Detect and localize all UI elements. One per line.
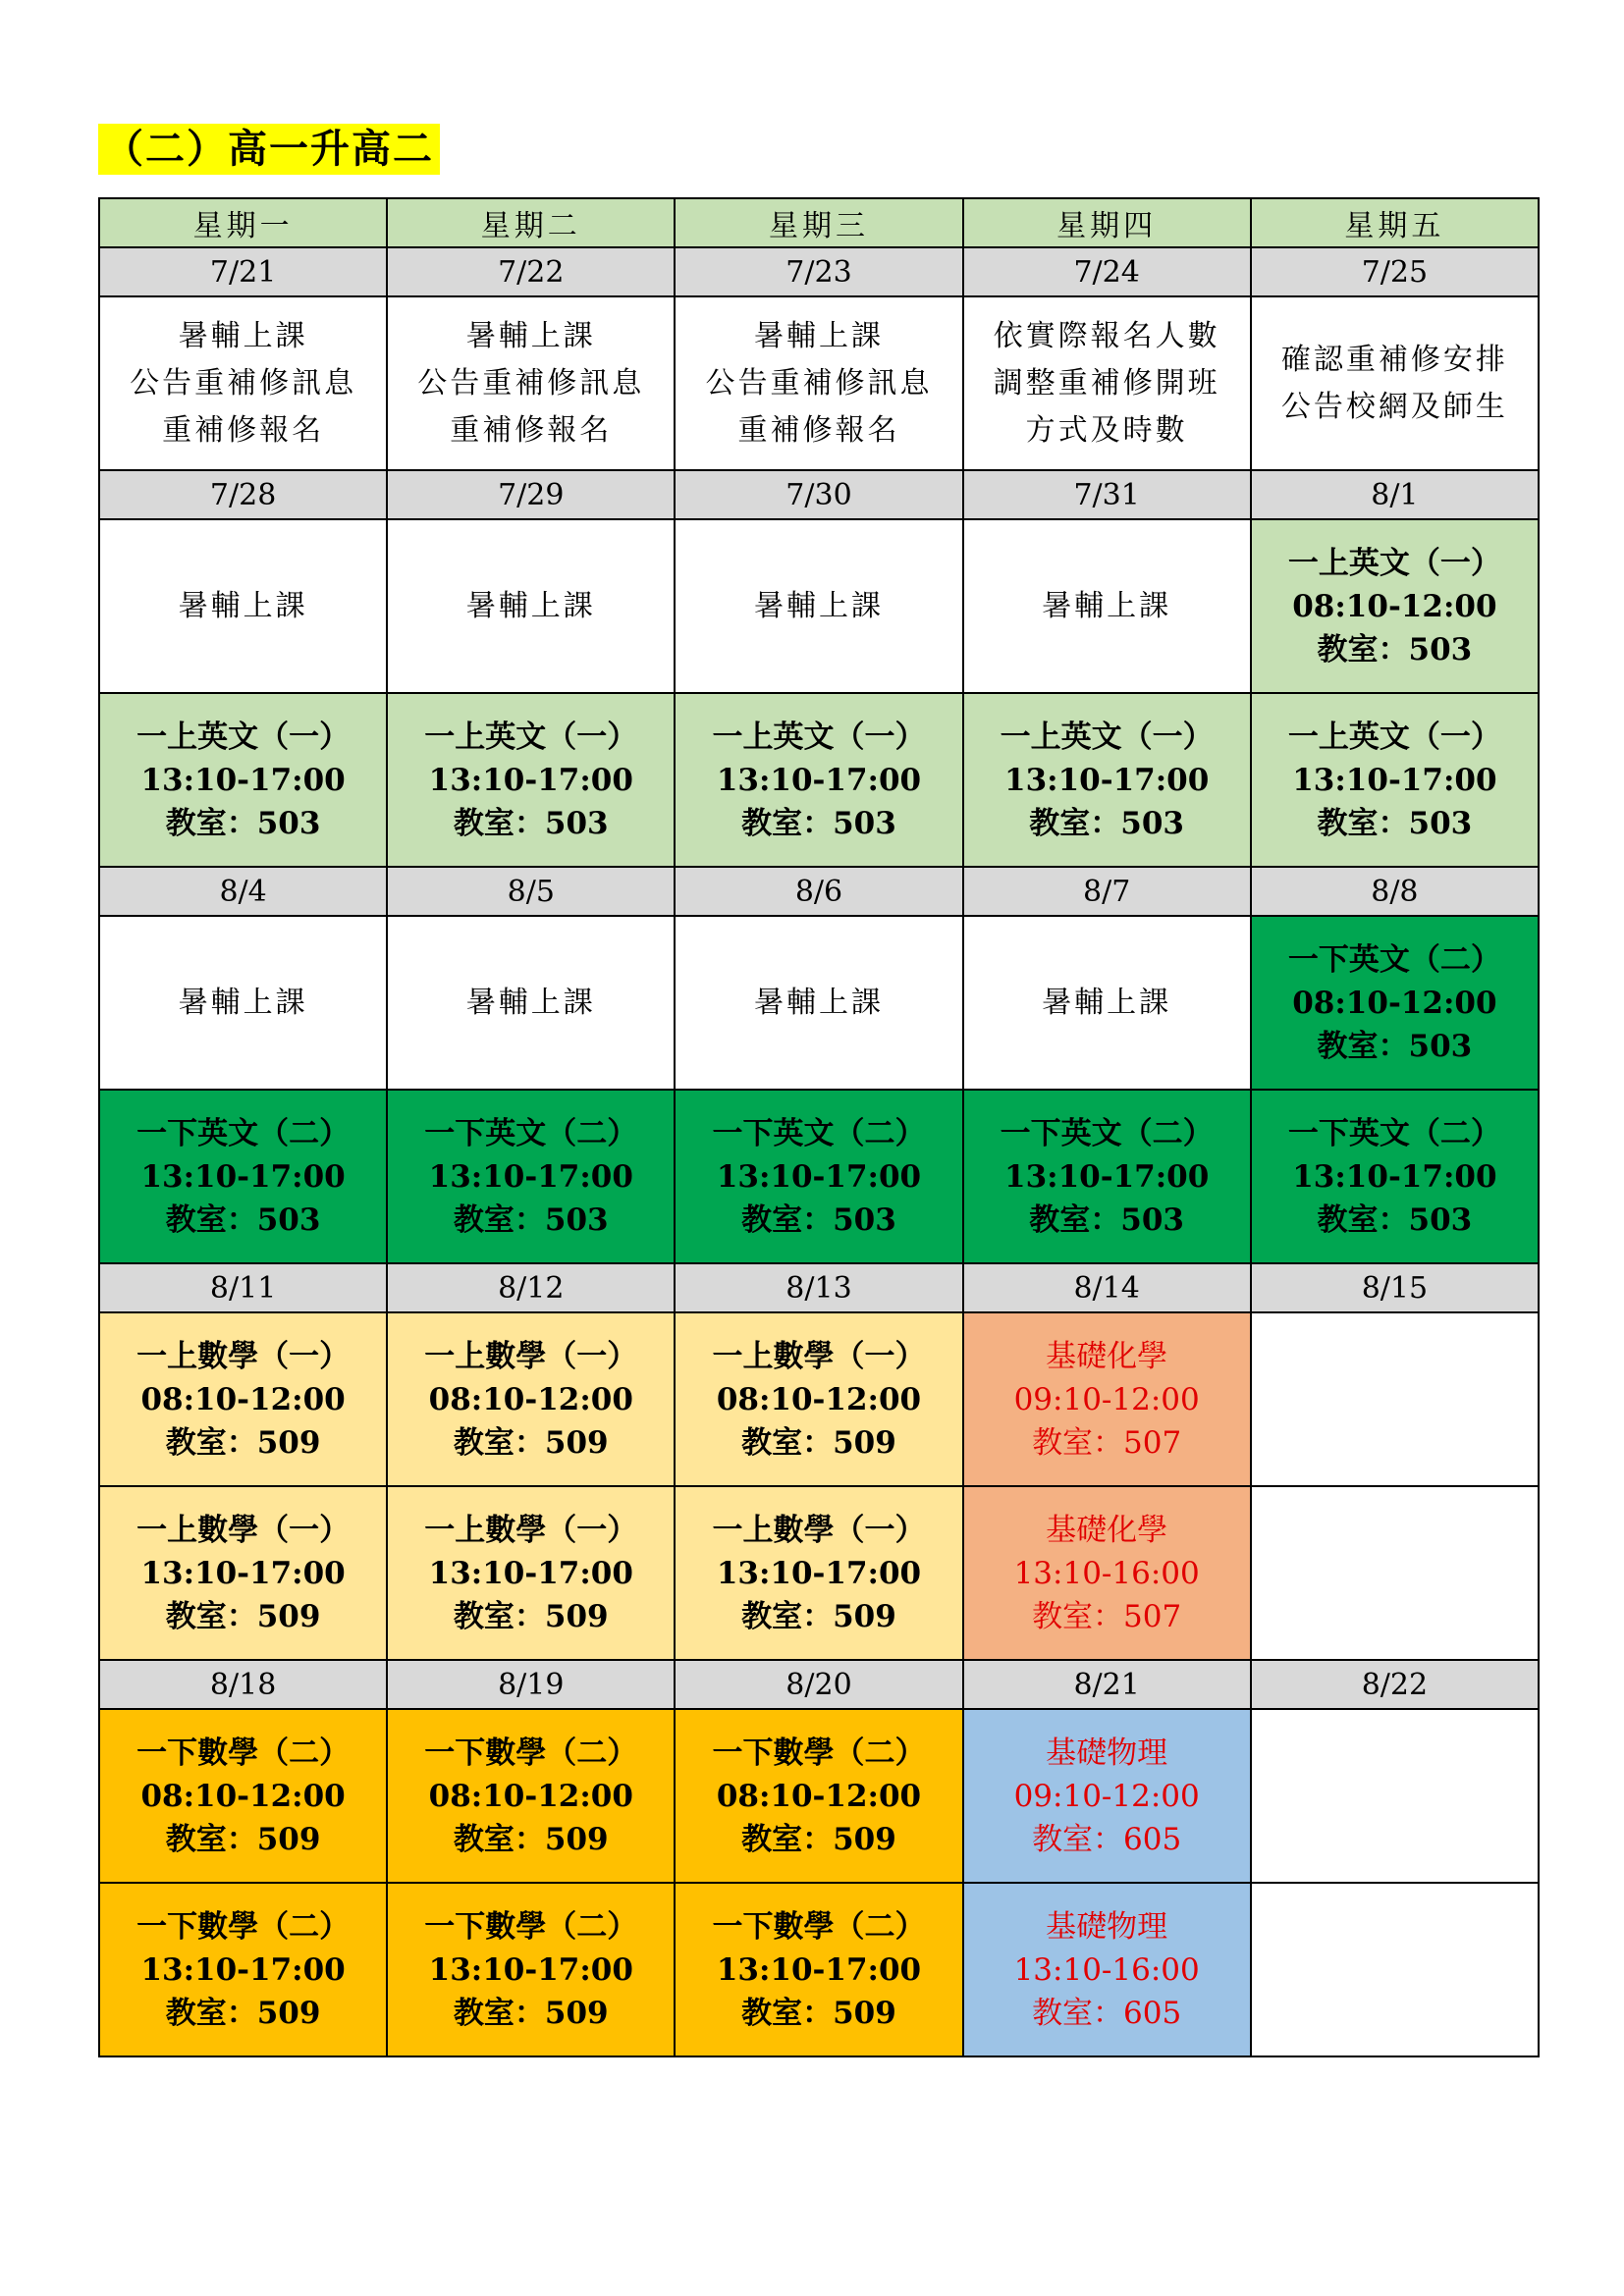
session-cell xyxy=(1251,519,1539,693)
session-cell xyxy=(387,1709,675,1883)
date-cell: 8/1 xyxy=(1251,470,1539,519)
session-row xyxy=(99,1090,1539,1263)
session-time: 13:10-16:00 xyxy=(1013,1555,1200,1591)
weekday-header: 星期三 xyxy=(675,198,962,247)
session-cell xyxy=(99,916,387,1090)
session-cell xyxy=(675,1090,962,1263)
session-detail: 公告重補修訊息 xyxy=(130,365,357,400)
date-cell: 7/29 xyxy=(387,470,675,519)
date-row xyxy=(99,470,1539,519)
session-detail: 教室：509 xyxy=(453,1821,609,1857)
session-time: 08:10-12:00 xyxy=(428,1381,633,1417)
session-cell xyxy=(963,1090,1251,1263)
session-title: 一下數學（二） xyxy=(136,1908,351,1945)
session-cell xyxy=(387,916,675,1090)
session-row xyxy=(99,1883,1539,2056)
session-title: 一上數學（一） xyxy=(712,1512,926,1548)
session-cell xyxy=(963,693,1251,867)
date-cell: 8/22 xyxy=(1251,1660,1539,1709)
session-title: 確認重補修安排 xyxy=(1280,342,1508,377)
session-cell xyxy=(963,296,1251,470)
date-cell: 8/18 xyxy=(99,1660,387,1709)
date-cell: 8/6 xyxy=(675,867,962,916)
session-cell xyxy=(1251,1090,1539,1263)
date-cell: 8/12 xyxy=(387,1263,675,1312)
session-time: 13:10-17:00 xyxy=(716,1951,922,1988)
session-detail: 教室：509 xyxy=(453,1995,609,2031)
session-title: 基礎物理 xyxy=(1046,1908,1168,1945)
session-cell xyxy=(675,916,962,1090)
session-detail: 教室：509 xyxy=(741,1821,896,1857)
session-detail: 教室：503 xyxy=(1317,631,1473,667)
session-detail: 教室：509 xyxy=(453,1598,609,1634)
date-row xyxy=(99,247,1539,296)
date-cell: 8/11 xyxy=(99,1263,387,1312)
session-cell xyxy=(963,1883,1251,2056)
session-time: 13:10-17:00 xyxy=(140,1555,346,1591)
session-cell xyxy=(1251,916,1539,1090)
session-cell xyxy=(675,1883,962,2056)
session-title: 暑輔上課 xyxy=(178,318,308,353)
session-cell xyxy=(1251,296,1539,470)
session-title: 暑輔上課 xyxy=(753,985,884,1020)
date-cell: 8/21 xyxy=(963,1660,1251,1709)
session-title: 一下英文（二） xyxy=(712,1115,926,1151)
session-cell xyxy=(387,1090,675,1263)
session-title: 一下數學（二） xyxy=(712,1735,926,1771)
session-title: 暑輔上課 xyxy=(178,588,308,623)
session-detail: 教室：503 xyxy=(1029,805,1185,841)
session-time: 13:10-17:00 xyxy=(428,1158,633,1195)
session-title: 暑輔上課 xyxy=(465,588,596,623)
session-title: 一上英文（一） xyxy=(1287,719,1501,755)
session-cell xyxy=(387,1486,675,1660)
session-detail: 教室：605 xyxy=(1032,1821,1182,1857)
session-time: 13:10-17:00 xyxy=(428,762,633,798)
session-title: 一上數學（一） xyxy=(712,1338,926,1374)
session-cell xyxy=(99,1883,387,2056)
session-row xyxy=(99,693,1539,867)
session-detail: 教室：509 xyxy=(741,1995,896,2031)
session-title: 一上數學（一） xyxy=(424,1338,638,1374)
empty-cell xyxy=(1251,1312,1539,1486)
session-cell xyxy=(99,519,387,693)
session-row xyxy=(99,1709,1539,1883)
session-detail: 教室：503 xyxy=(453,1201,609,1238)
session-time: 13:10-17:00 xyxy=(1004,762,1210,798)
weekday-header-row xyxy=(99,198,1539,247)
session-time: 13:10-17:00 xyxy=(716,1555,922,1591)
session-detail: 教室：503 xyxy=(1029,1201,1185,1238)
date-cell: 8/20 xyxy=(675,1660,962,1709)
weekday-header: 星期四 xyxy=(963,198,1251,247)
date-cell: 7/22 xyxy=(387,247,675,296)
session-row xyxy=(99,1312,1539,1486)
session-detail: 教室：509 xyxy=(453,1424,609,1461)
date-cell: 8/19 xyxy=(387,1660,675,1709)
date-cell: 8/5 xyxy=(387,867,675,916)
session-time: 08:10-12:00 xyxy=(1292,588,1497,624)
session-title: 基礎化學 xyxy=(1046,1512,1168,1548)
date-cell: 7/30 xyxy=(675,470,962,519)
date-cell: 7/21 xyxy=(99,247,387,296)
session-detail: 教室：503 xyxy=(1317,1028,1473,1064)
session-detail: 調整重補修開班 xyxy=(993,365,1220,400)
session-detail: 教室：503 xyxy=(1317,805,1473,841)
session-cell xyxy=(387,296,675,470)
session-title: 一下數學（二） xyxy=(424,1735,638,1771)
date-cell: 8/4 xyxy=(99,867,387,916)
session-detail: 教室：509 xyxy=(165,1995,321,2031)
section-heading: （二）高一升高二 xyxy=(98,124,440,175)
session-detail: 教室：503 xyxy=(165,1201,321,1238)
session-title: 一下數學（二） xyxy=(712,1908,926,1945)
session-detail: 教室：507 xyxy=(1032,1424,1182,1461)
session-cell xyxy=(675,519,962,693)
session-title: 暑輔上課 xyxy=(753,588,884,623)
session-cell xyxy=(99,1486,387,1660)
date-cell: 7/28 xyxy=(99,470,387,519)
date-cell: 7/25 xyxy=(1251,247,1539,296)
date-cell: 8/14 xyxy=(963,1263,1251,1312)
session-title: 暑輔上課 xyxy=(465,318,596,353)
session-detail: 教室：509 xyxy=(741,1424,896,1461)
session-detail: 教室：503 xyxy=(741,805,896,841)
session-row xyxy=(99,1486,1539,1660)
session-detail: 公告重補修訊息 xyxy=(417,365,645,400)
session-title: 一上英文（一） xyxy=(424,719,638,755)
session-cell xyxy=(675,693,962,867)
session-cell xyxy=(675,296,962,470)
session-title: 暑輔上課 xyxy=(465,985,596,1020)
session-row xyxy=(99,519,1539,693)
session-detail: 重補修報名 xyxy=(737,412,900,448)
session-detail: 教室：503 xyxy=(453,805,609,841)
session-title: 一下數學（二） xyxy=(424,1908,638,1945)
schedule-table xyxy=(98,197,1540,2057)
date-cell: 7/23 xyxy=(675,247,962,296)
session-cell xyxy=(675,1312,962,1486)
session-title: 暑輔上課 xyxy=(1042,985,1172,1020)
empty-cell xyxy=(1251,1709,1539,1883)
session-title: 一下英文（二） xyxy=(1287,1115,1501,1151)
date-cell: 8/8 xyxy=(1251,867,1539,916)
session-cell xyxy=(963,519,1251,693)
weekday-header: 星期二 xyxy=(387,198,675,247)
session-cell xyxy=(99,1090,387,1263)
session-detail: 教室：503 xyxy=(1317,1201,1473,1238)
session-cell xyxy=(963,916,1251,1090)
session-title: 一下數學（二） xyxy=(136,1735,351,1771)
session-time: 08:10-12:00 xyxy=(140,1381,346,1417)
session-detail: 教室：509 xyxy=(165,1424,321,1461)
session-detail: 方式及時數 xyxy=(1025,412,1188,448)
session-detail: 教室：509 xyxy=(741,1598,896,1634)
session-cell xyxy=(675,1709,962,1883)
empty-cell xyxy=(1251,1486,1539,1660)
session-time: 13:10-17:00 xyxy=(1292,1158,1497,1195)
session-detail: 公告重補修訊息 xyxy=(705,365,933,400)
session-title: 一下英文（二） xyxy=(1000,1115,1214,1151)
date-cell: 7/31 xyxy=(963,470,1251,519)
date-cell: 8/15 xyxy=(1251,1263,1539,1312)
session-time: 13:10-17:00 xyxy=(428,1951,633,1988)
session-detail: 教室：503 xyxy=(165,805,321,841)
session-title: 基礎物理 xyxy=(1046,1735,1168,1771)
session-title: 一下英文（二） xyxy=(424,1115,638,1151)
session-detail: 公告校網及師生 xyxy=(1280,389,1508,424)
date-row xyxy=(99,1263,1539,1312)
session-title: 一上數學（一） xyxy=(136,1512,351,1548)
date-cell: 8/13 xyxy=(675,1263,962,1312)
session-time: 13:10-17:00 xyxy=(716,1158,922,1195)
session-cell xyxy=(99,693,387,867)
session-cell xyxy=(387,519,675,693)
session-detail: 教室：507 xyxy=(1032,1598,1182,1634)
session-detail: 教室：509 xyxy=(165,1821,321,1857)
session-title: 暑輔上課 xyxy=(178,985,308,1020)
session-row xyxy=(99,916,1539,1090)
session-cell xyxy=(1251,693,1539,867)
session-title: 一上數學（一） xyxy=(136,1338,351,1374)
session-cell xyxy=(387,693,675,867)
session-row xyxy=(99,296,1539,470)
date-row xyxy=(99,867,1539,916)
session-cell xyxy=(675,1486,962,1660)
weekday-header: 星期五 xyxy=(1251,198,1539,247)
session-time: 13:10-17:00 xyxy=(716,762,922,798)
session-detail: 重補修報名 xyxy=(450,412,613,448)
session-time: 09:10-12:00 xyxy=(1013,1381,1200,1417)
session-title: 一上數學（一） xyxy=(424,1512,638,1548)
session-cell xyxy=(963,1486,1251,1660)
session-cell xyxy=(99,296,387,470)
session-title: 一上英文（一） xyxy=(136,719,351,755)
session-time: 13:10-16:00 xyxy=(1013,1951,1200,1988)
session-cell xyxy=(963,1312,1251,1486)
session-title: 一下英文（二） xyxy=(136,1115,351,1151)
date-row xyxy=(99,1660,1539,1709)
session-title: 依實際報名人數 xyxy=(993,318,1220,353)
session-title: 一上英文（一） xyxy=(1000,719,1214,755)
session-title: 一上英文（一） xyxy=(1287,545,1501,581)
session-title: 暑輔上課 xyxy=(1042,588,1172,623)
session-cell xyxy=(387,1312,675,1486)
session-time: 08:10-12:00 xyxy=(140,1778,346,1814)
session-detail: 教室：503 xyxy=(741,1201,896,1238)
session-time: 13:10-17:00 xyxy=(140,1158,346,1195)
session-time: 13:10-17:00 xyxy=(428,1555,633,1591)
session-time: 09:10-12:00 xyxy=(1013,1778,1200,1814)
date-cell: 8/7 xyxy=(963,867,1251,916)
session-detail: 教室：605 xyxy=(1032,1995,1182,2031)
date-cell: 7/24 xyxy=(963,247,1251,296)
session-cell xyxy=(387,1883,675,2056)
session-cell xyxy=(99,1312,387,1486)
session-title: 暑輔上課 xyxy=(753,318,884,353)
session-time: 08:10-12:00 xyxy=(716,1381,922,1417)
session-cell xyxy=(963,1709,1251,1883)
session-title: 一上英文（一） xyxy=(712,719,926,755)
session-time: 13:10-17:00 xyxy=(140,1951,346,1988)
session-time: 08:10-12:00 xyxy=(1292,985,1497,1021)
session-title: 基礎化學 xyxy=(1046,1338,1168,1374)
session-cell xyxy=(99,1709,387,1883)
session-detail: 重補修報名 xyxy=(162,412,325,448)
session-time: 13:10-17:00 xyxy=(140,762,346,798)
weekday-header: 星期一 xyxy=(99,198,387,247)
session-time: 08:10-12:00 xyxy=(428,1778,633,1814)
session-time: 08:10-12:00 xyxy=(716,1778,922,1814)
session-time: 13:10-17:00 xyxy=(1292,762,1497,798)
session-time: 13:10-17:00 xyxy=(1004,1158,1210,1195)
session-detail: 教室：509 xyxy=(165,1598,321,1634)
empty-cell xyxy=(1251,1883,1539,2056)
session-title: 一下英文（二） xyxy=(1287,941,1501,978)
